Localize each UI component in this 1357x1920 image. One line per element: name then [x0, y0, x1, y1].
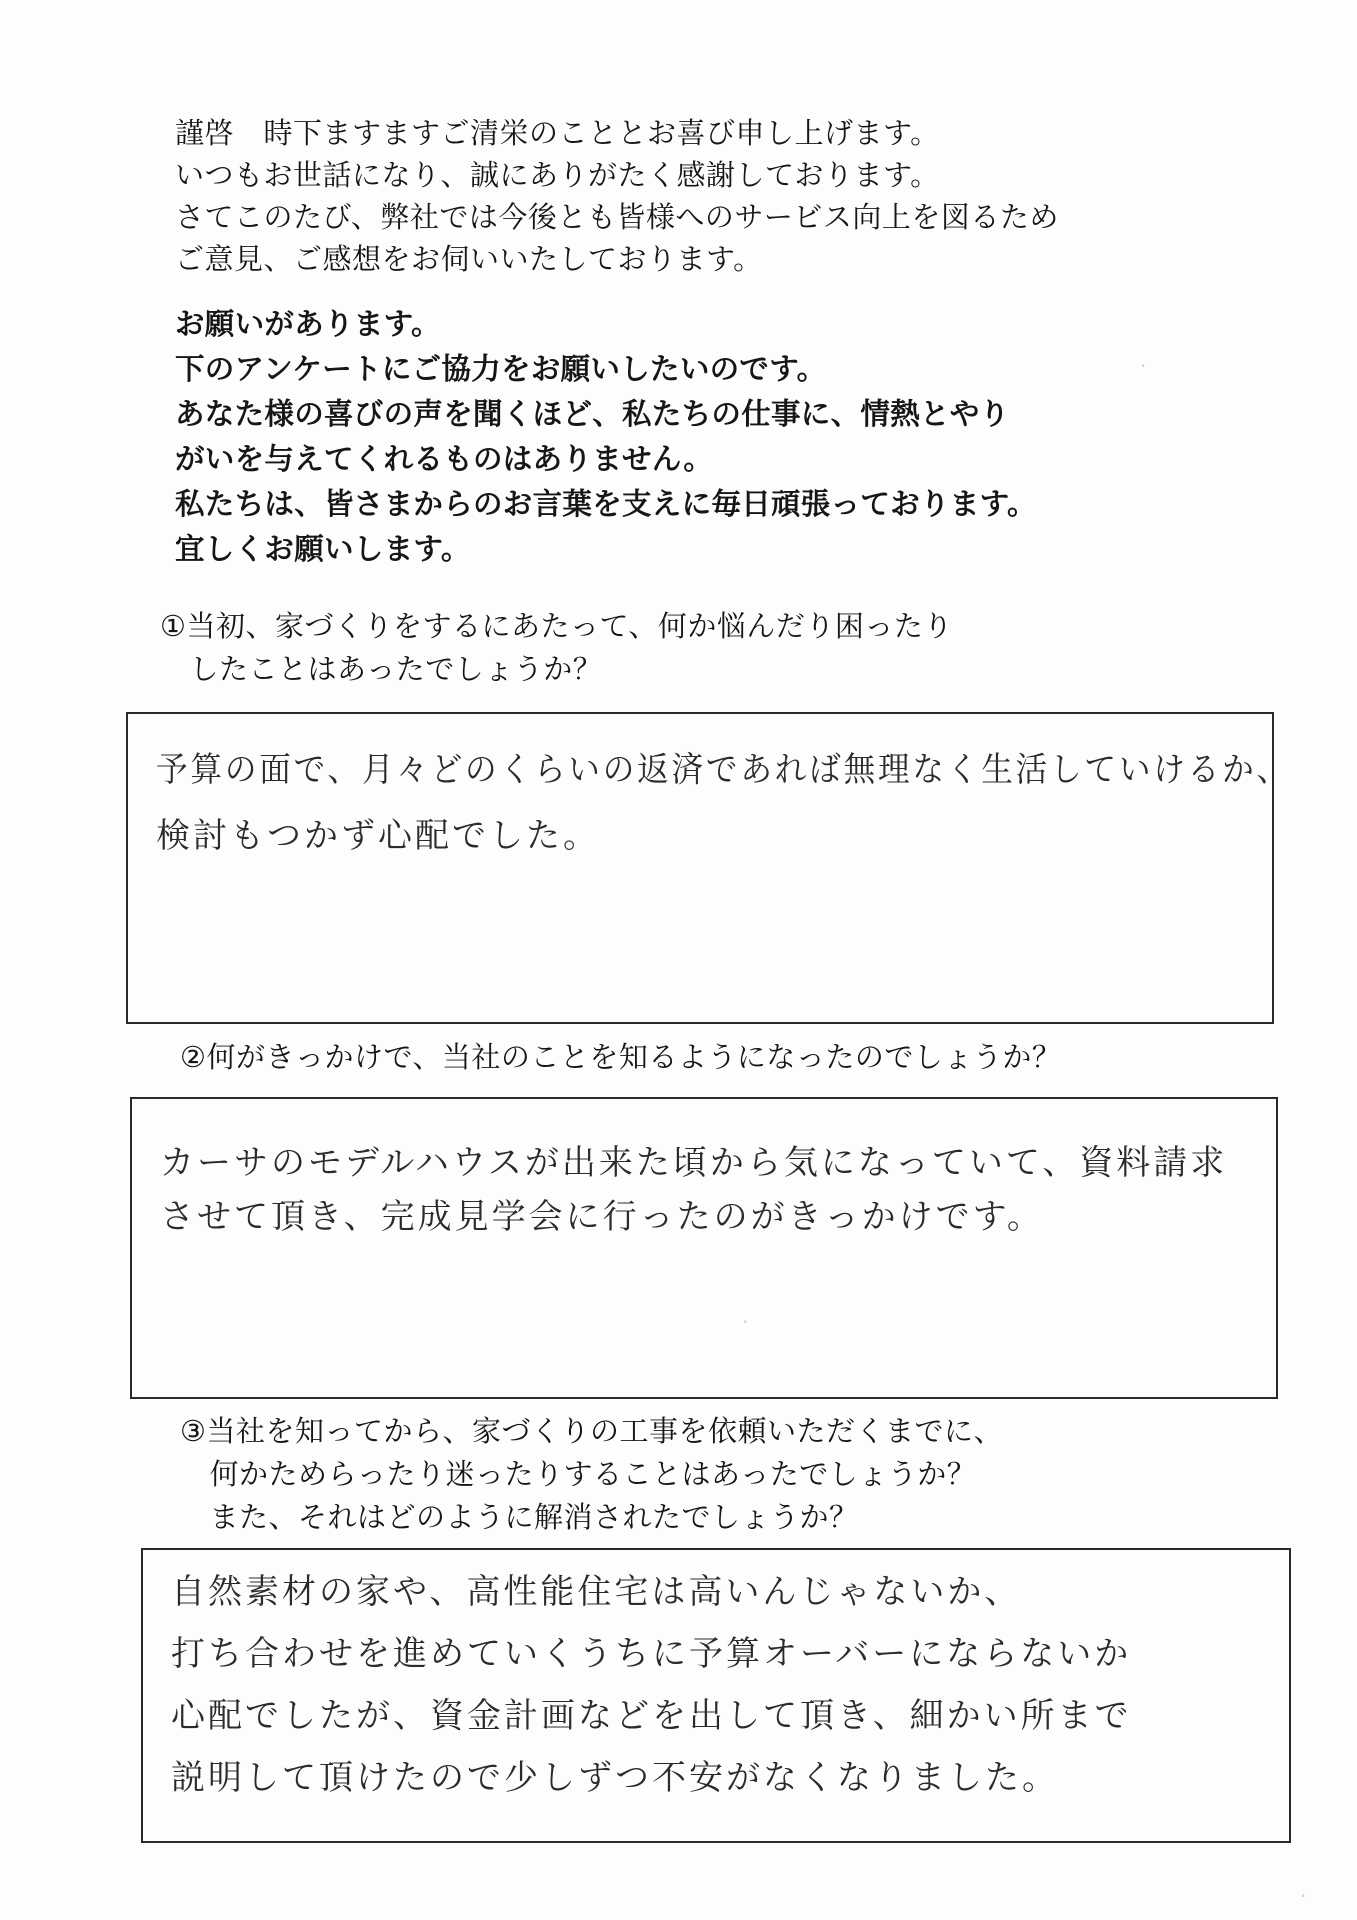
- request-line: お願いがあります。: [175, 307, 441, 341]
- greeting-line: 謹啓 時下ますますご清栄のこととお喜び申し上げます。: [175, 116, 940, 150]
- question-1-line: したことはあったでしょうか？: [160, 652, 603, 686]
- answer-3-box: [141, 1548, 1291, 1843]
- answer-3-line: 説明して頂けたので少しずつ不安がなくなりました。: [171, 1758, 1059, 1798]
- greeting-line: さてこのたび、弊社では今後とも皆様へのサービス向上を図るため: [175, 200, 1059, 234]
- answer-3-line: 打ち合わせを進めていくうちに予算オーバーにならないか: [171, 1634, 1132, 1674]
- answer-2-box: [130, 1097, 1278, 1399]
- question-1-line: ①当初、家づくりをするにあたって、何か悩んだり困ったり: [160, 609, 953, 643]
- greeting-paragraph: [175, 112, 1175, 280]
- scan-speck: ·: [742, 1310, 749, 1334]
- request-line: 下のアンケートにご協力をお願いしたいのです。: [175, 352, 827, 386]
- question-3-line: ③当社を知ってから、家づくりの工事を依頼いただくまでに、: [180, 1414, 1003, 1448]
- request-line: あなた様の喜びの声を聞くほど、私たちの仕事に、情熱とやり: [175, 397, 1010, 431]
- request-line: 宜しくお願いします。: [175, 532, 471, 566]
- answer-1-line: 予算の面で、月々どのくらいの返済であれば無理なく生活していけるか、: [156, 750, 1291, 790]
- scan-speck: ·: [1300, 1884, 1307, 1908]
- question-2-line: ②何がきっかけで、当社のことを知るようになったのでしょうか？: [180, 1040, 1062, 1074]
- request-line: 私たちは、皆さまからのお言葉を支えに毎日頑張っております。: [175, 487, 1037, 521]
- request-line: がいを与えてくれるものはありません。: [175, 442, 714, 476]
- answer-2-line: させて頂き、完成見学会に行ったのがきっかけです。: [160, 1197, 1044, 1237]
- answer-1-line: 検討もつかず心配でした。: [156, 816, 600, 856]
- question-3-line: 何かためらったり迷ったりすることはあったでしょうか？: [180, 1457, 977, 1491]
- greeting-line: いつもお世話になり、誠にありがたく感謝しております。: [175, 158, 940, 192]
- answer-3-line: 自然素材の家や、高性能住宅は高いんじゃないか、: [171, 1572, 1022, 1612]
- greeting-line: ご意見、ご感想をお伺いいたしております。: [175, 242, 763, 276]
- request-paragraph: [175, 302, 1275, 572]
- answer-1-box: [126, 712, 1291, 1024]
- scan-speck: ·: [1140, 354, 1147, 378]
- question-3-line: また、それはどのように解消されたでしょうか？: [180, 1500, 859, 1534]
- answer-2-line: カーサのモデルハウスが出来た頃から気になっていて、資料請求: [160, 1143, 1228, 1183]
- answer-3-line: 心配でしたが、資金計画などを出して頂き、細かい所まで: [171, 1696, 1132, 1736]
